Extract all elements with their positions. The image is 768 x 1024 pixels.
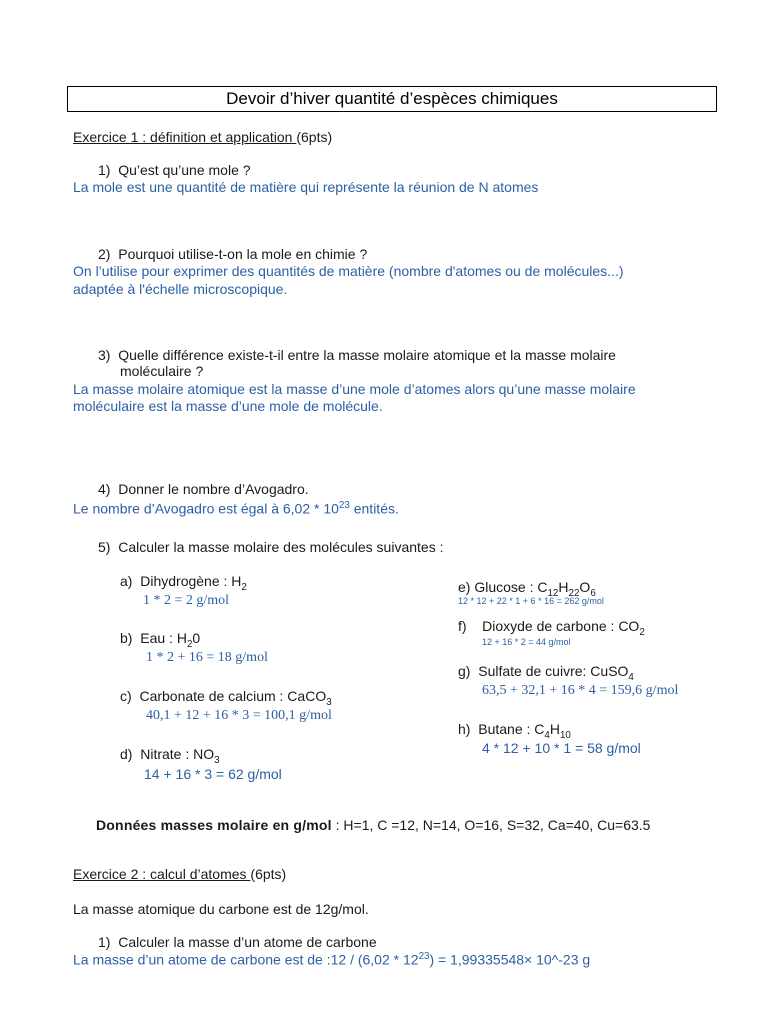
answer-4 bbox=[73, 500, 399, 517]
molecule-a-answer: 1 * 2 = 2 g/mol bbox=[143, 593, 230, 608]
molecule-name: Butane : C bbox=[478, 721, 545, 737]
question-number: 3) bbox=[98, 347, 111, 363]
element: O bbox=[579, 579, 591, 595]
question-text: Calculer la masse molaire des molécules suivantes : bbox=[118, 539, 444, 555]
subscript: 12 bbox=[547, 587, 559, 599]
question-number: 2) bbox=[98, 246, 111, 262]
molecule-c-answer: 40,1 + 12 + 16 * 3 = 100,1 g/mol bbox=[146, 708, 332, 723]
answer-text: La masse d’un atome de carbone est de :12 / (6,02 * 12 bbox=[73, 951, 419, 968]
question-text: Qu’est qu’une mole ? bbox=[118, 162, 251, 178]
molar-mass-data bbox=[96, 817, 650, 833]
question-3 bbox=[98, 347, 616, 363]
subscript: 22 bbox=[568, 587, 580, 599]
answer-2-line-2: adaptée à l'échelle microscopique. bbox=[73, 281, 288, 297]
molecule-c bbox=[120, 688, 332, 708]
item-label: f) bbox=[458, 618, 467, 634]
molecule-f bbox=[458, 618, 645, 638]
question-5 bbox=[98, 539, 443, 555]
question-1 bbox=[98, 162, 251, 178]
subscript: 3 bbox=[214, 754, 220, 766]
molecule-h-answer: 4 * 12 + 10 * 1 = 58 g/mol bbox=[482, 740, 641, 756]
exercise-1-points: (6pts) bbox=[296, 129, 333, 145]
item-label: g) bbox=[458, 663, 471, 679]
molecule-g bbox=[458, 663, 634, 683]
molecule-name: Nitrate : NO bbox=[140, 746, 215, 762]
exercise-1-title: Exercice 1 : définition et application bbox=[73, 129, 297, 145]
exercise-1-heading bbox=[73, 129, 332, 145]
exponent: 23 bbox=[418, 951, 430, 962]
answer-3-line-1: La masse molaire atomique est la masse d’une mole d’atomes alors qu’une masse molaire bbox=[73, 381, 636, 397]
molecule-tail: 0 bbox=[192, 630, 201, 646]
exercise-2-answer-1 bbox=[73, 951, 590, 968]
subscript: 2 bbox=[186, 638, 193, 650]
molecule-a bbox=[120, 573, 247, 593]
molecule-name: Carbonate de calcium : CaCO bbox=[139, 688, 327, 704]
molecule-g-answer: 63,5 + 32,1 + 16 * 4 = 159,6 g/mol bbox=[482, 683, 679, 698]
molecule-name: Sulfate de cuivre: CuSO bbox=[478, 663, 629, 679]
subscript: 4 bbox=[628, 671, 634, 683]
molecule-name: Eau : H bbox=[140, 630, 187, 646]
question-3-line-2: moléculaire ? bbox=[120, 363, 204, 379]
molecule-f-answer: 12 + 16 * 2 = 44 g/mol bbox=[482, 637, 571, 647]
element: H bbox=[558, 579, 569, 595]
page-title: Devoir d’hiver quantité d’espèces chimiques bbox=[67, 86, 717, 112]
answer-text-end: ) = 1,99335548× 10^-23 g bbox=[429, 951, 591, 968]
question-number: 1) bbox=[98, 934, 111, 950]
molecule-name: Glucose : C bbox=[474, 579, 548, 595]
question-text: Donner le nombre d’Avogadro. bbox=[118, 481, 309, 497]
question-number: 4) bbox=[98, 481, 111, 497]
question-text: Quelle différence existe-t-il entre la masse molaire atomique et la masse molaire bbox=[118, 347, 616, 363]
answer-text-end: entités. bbox=[349, 500, 399, 517]
molecule-d bbox=[120, 746, 220, 766]
question-text: Pourquoi utilise-t-on la mole en chimie ? bbox=[118, 246, 368, 262]
molecule-e-answer: 12 * 12 + 22 * 1 + 6 * 16 = 262 g/mol bbox=[458, 596, 604, 606]
exercise-2-points: (6pts) bbox=[250, 866, 287, 882]
exercise-2-intro: La masse atomique du carbone est de 12g/mol. bbox=[73, 901, 369, 917]
subscript: 3 bbox=[326, 696, 332, 708]
exercise-2-title: Exercice 2 : calcul d’atomes bbox=[73, 866, 251, 882]
item-label: a) bbox=[120, 573, 133, 589]
molecule-name: Dioxyde de carbone : CO bbox=[482, 618, 640, 634]
element: H bbox=[549, 721, 560, 737]
data-label: Données masses molaire en g/mol bbox=[96, 817, 332, 833]
item-label: e) bbox=[458, 579, 471, 595]
subscript: 2 bbox=[241, 581, 247, 593]
answer-text: Le nombre d’Avogadro est égal à 6,02 * 10 bbox=[73, 500, 339, 517]
question-number: 1) bbox=[98, 162, 111, 178]
exercise-2-heading bbox=[73, 866, 286, 882]
answer-2-line-1: On l’utilise pour exprimer des quantités de matière (nombre d'atomes ou de molécules...) bbox=[73, 263, 624, 279]
exercise-2-question-1 bbox=[98, 934, 377, 950]
item-label: b) bbox=[120, 630, 133, 646]
subscript: 4 bbox=[544, 729, 550, 741]
answer-1: La mole est une quantité de matière qui représente la réunion de N atomes bbox=[73, 179, 539, 195]
exponent: 23 bbox=[338, 500, 350, 511]
question-4 bbox=[98, 481, 309, 497]
item-label: h) bbox=[458, 721, 471, 737]
item-label: d) bbox=[120, 746, 133, 762]
data-values: : H=1, C =12, N=14, O=16, S=32, Ca=40, Cu=63.5 bbox=[331, 817, 651, 833]
answer-3-line-2: moléculaire est la masse d’une mole de molécule. bbox=[73, 398, 383, 414]
molecule-b bbox=[120, 630, 200, 650]
subscript: 2 bbox=[639, 626, 645, 638]
question-text: Calculer la masse d’un atome de carbone bbox=[118, 934, 377, 950]
molecule-b-answer: 1 * 2 + 16 = 18 g/mol bbox=[146, 650, 268, 665]
question-number: 5) bbox=[98, 539, 111, 555]
question-2 bbox=[98, 246, 367, 262]
item-label: c) bbox=[120, 688, 132, 704]
molecule-h bbox=[458, 721, 571, 741]
subscript: 6 bbox=[590, 587, 596, 599]
molecule-name: Dihydrogène : H bbox=[140, 573, 242, 589]
subscript: 10 bbox=[559, 729, 571, 741]
molecule-d-answer: 14 + 16 * 3 = 62 g/mol bbox=[144, 766, 282, 782]
